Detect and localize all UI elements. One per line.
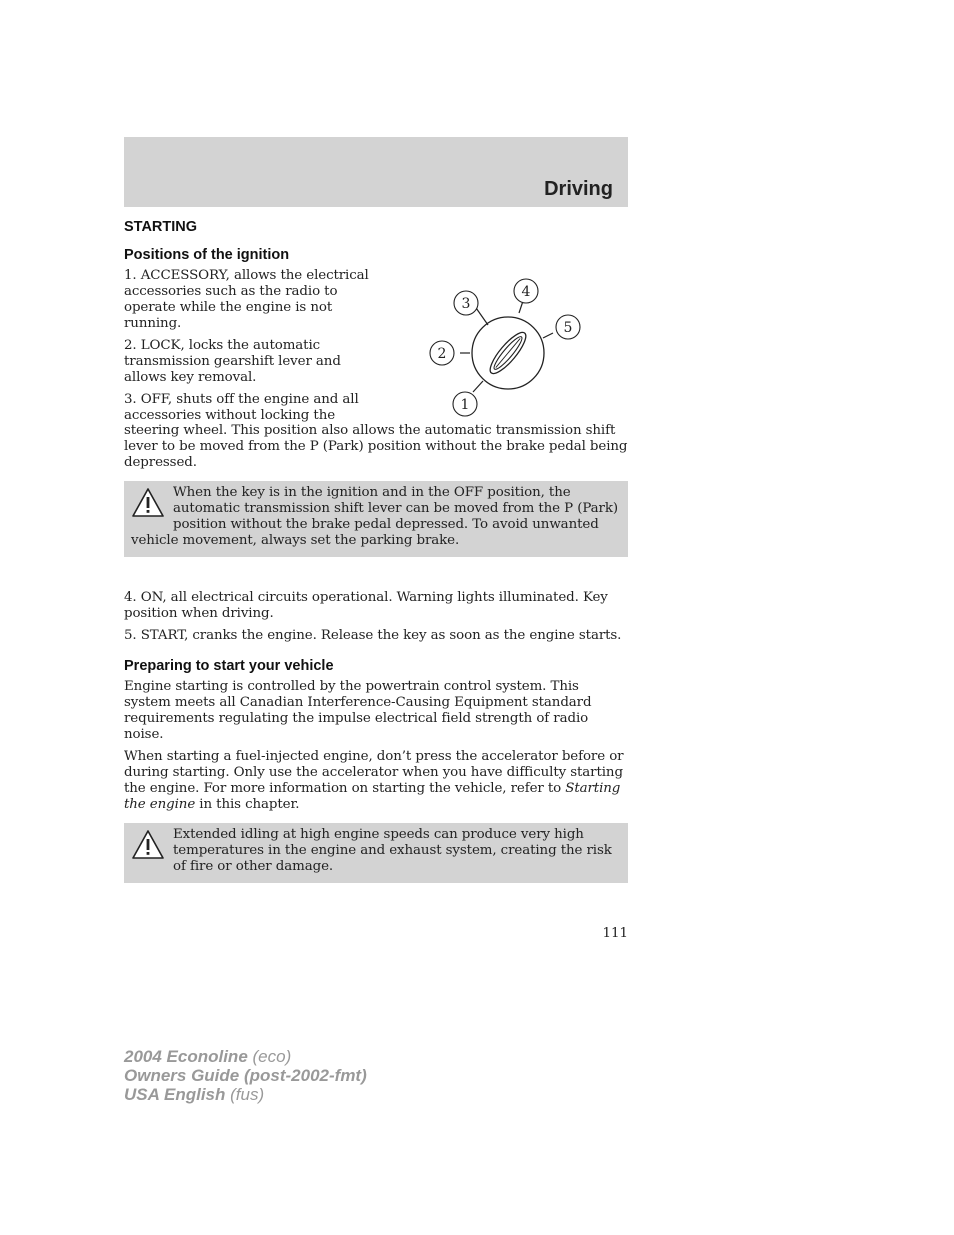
label-2: 2 — [437, 346, 447, 362]
paragraph-powertrain: Engine starting is controlled by the powertrain control system. This system meets all Canadian Interference-Causing Equipment standard requirements regulating the impulse electrical field strength of radio noise. — [124, 679, 592, 742]
label-1: 1 — [460, 397, 470, 413]
subheading-ignition: Positions of the ignition — [124, 247, 290, 263]
warning-box-idling — [124, 823, 628, 883]
label-4: 4 — [521, 284, 531, 300]
section-heading: STARTING — [124, 219, 198, 235]
main-content — [124, 219, 628, 883]
paragraph-fuel-injected-end: in this chapter. — [195, 797, 300, 812]
page-number: 111 — [602, 926, 628, 941]
ignition-item-5: 5. START, cranks the engine. Release the key as soon as the engine starts. — [124, 628, 622, 643]
paragraph-fuel-injected — [124, 749, 628, 813]
label-3: 3 — [461, 296, 471, 312]
cross-reference-starting-engine: Starting the engine — [124, 781, 621, 812]
label-5: 5 — [563, 320, 573, 336]
warning-triangle-icon — [131, 829, 165, 861]
chapter-header-bar — [124, 137, 628, 207]
warning-box-parking — [124, 481, 628, 557]
warning-text-parking: When the key is in the ignition and in the OFF position, the automatic transmission shift lever can be moved from the P (Park) position without the brake pedal depressed. To avoid unwanted vehicle movement, always set the parking brake. — [131, 485, 618, 548]
chapter-title: Driving — [544, 178, 613, 200]
warning-text-idling: Extended idling at high engine speeds can produce very high temperatures in the engine and exhaust system, creating the risk of fire or other damage. — [173, 827, 612, 874]
document-footer — [124, 1047, 367, 1104]
ignition-item-4: 4. ON, all electrical circuits operational. Warning lights illuminated. Key position when driving. — [124, 590, 608, 621]
subheading-prepare: Preparing to start your vehicle — [124, 658, 334, 674]
paragraph-fuel-injected-text: When starting a fuel-injected engine, don’t press the accelerator before or during starting. Only use the accelerator when you have difficulty starting the engine. For more information on starting the vehicle, refer to — [124, 749, 624, 796]
ignition-item-3-start: 3. OFF, shuts off the engine and all accessories without locking the — [124, 392, 359, 423]
footer-model: 2004 Econoline — [124, 1047, 248, 1066]
ignition-item-3-cont: steering wheel. This position also allows the automatic transmission shift lever to be moved from the P (Park) position without the brake pedal being depressed. — [124, 423, 628, 470]
footer-language: USA English — [124, 1085, 226, 1104]
footer-guide: Owners Guide (post-2002-fmt) — [124, 1066, 367, 1085]
footer-language-code: (fus) — [225, 1085, 265, 1104]
ignition-item-2: 2. LOCK, locks the automatic transmission gearshift lever and allows key removal. — [124, 338, 341, 385]
warning-triangle-icon — [131, 487, 165, 519]
footer-model-code: (eco) — [247, 1047, 292, 1066]
ignition-item-1: 1. ACCESSORY, allows the electrical accessories such as the radio to operate while the engine is not running. — [124, 268, 369, 331]
